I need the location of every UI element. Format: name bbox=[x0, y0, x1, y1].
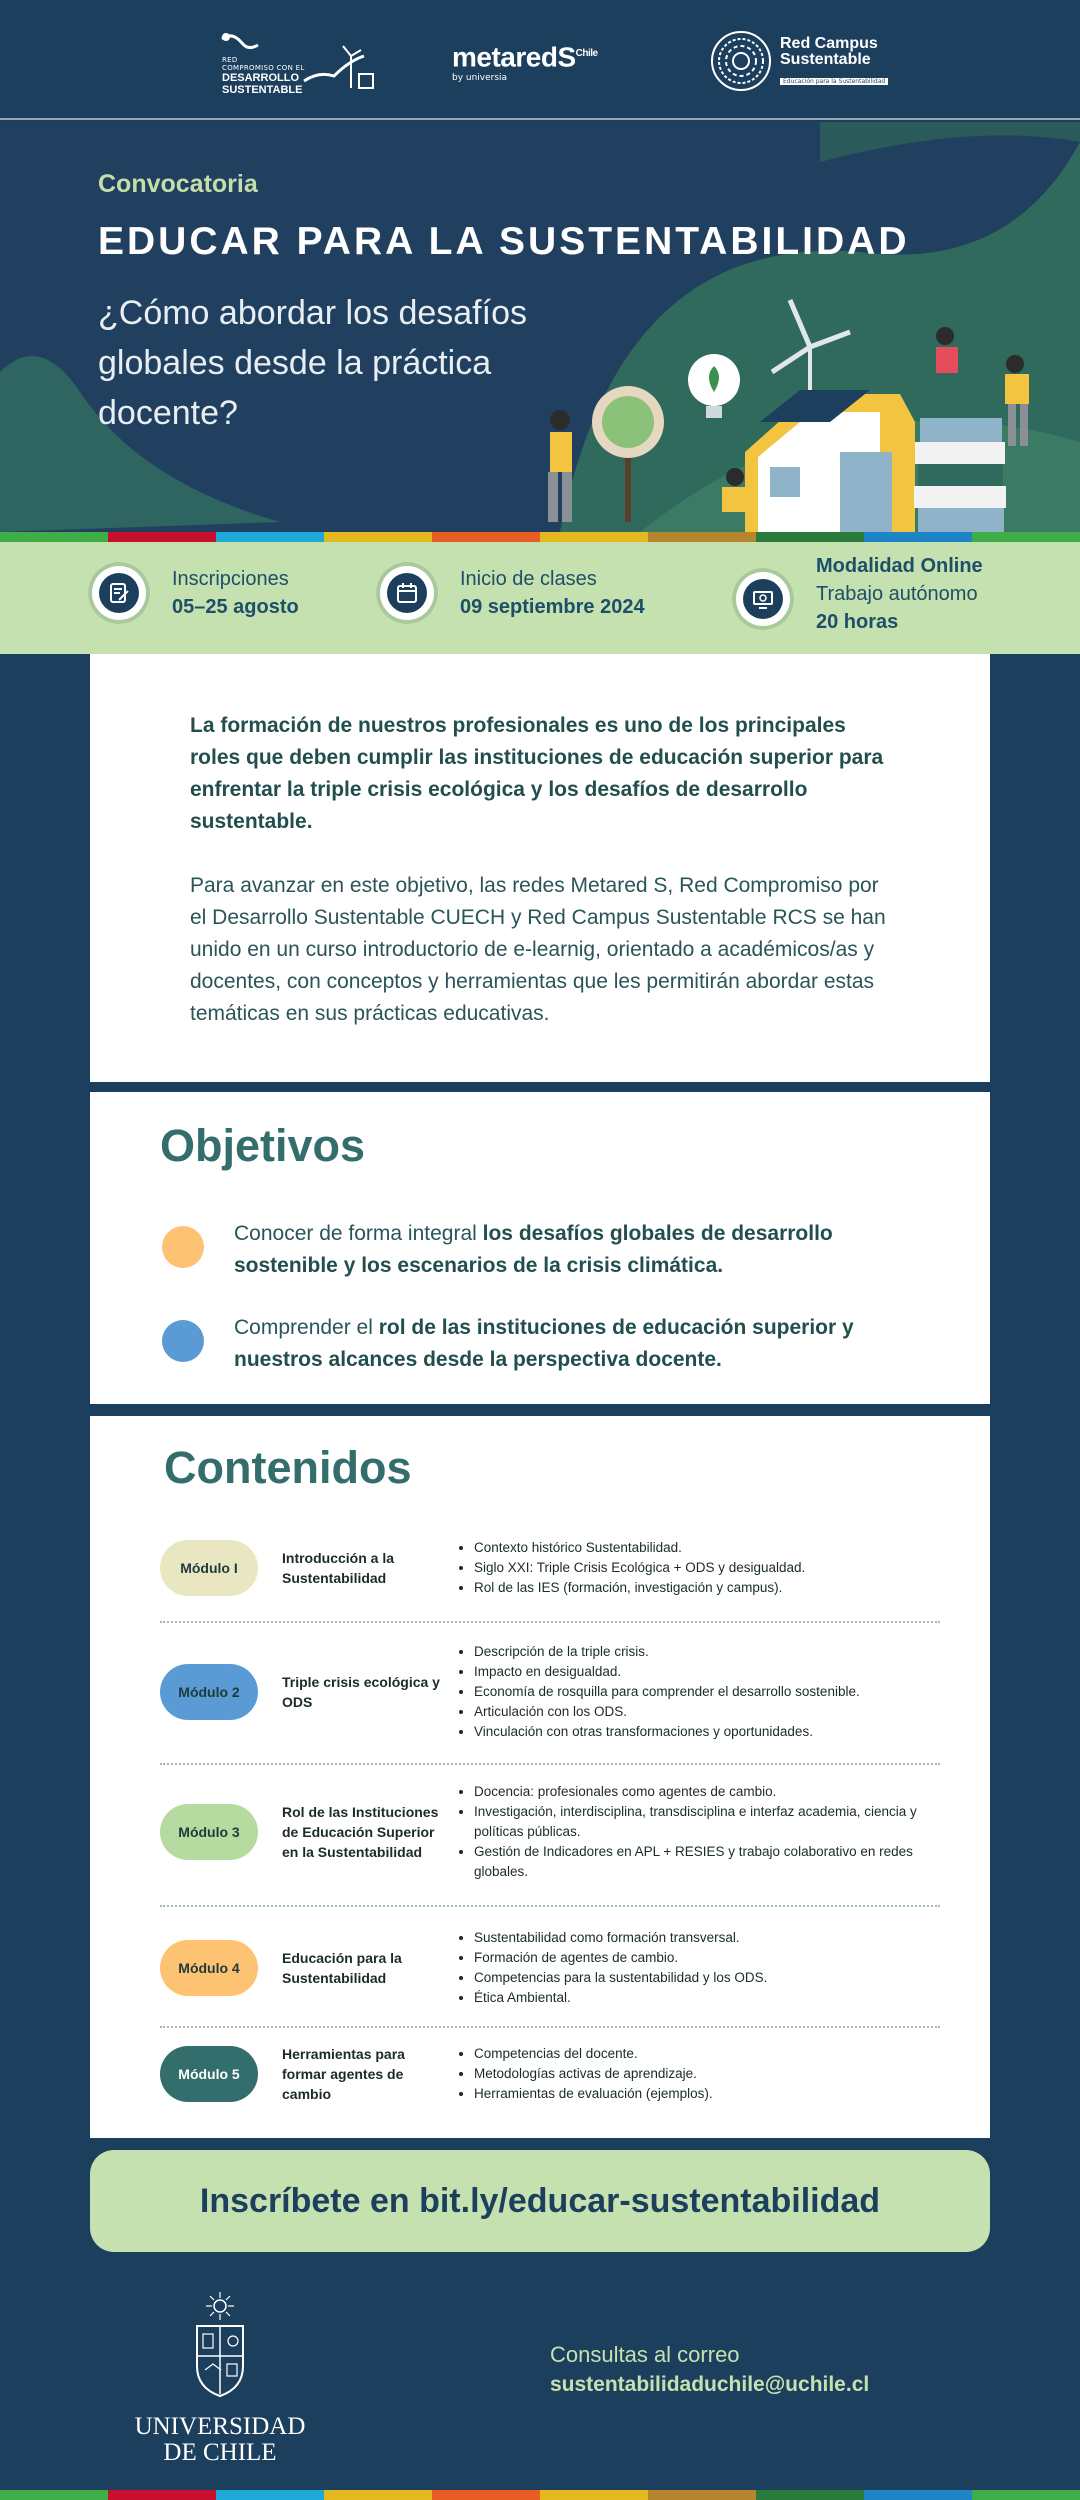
inscripciones-dates: 05–25 agosto bbox=[172, 596, 299, 618]
stripe-segment bbox=[756, 532, 864, 542]
wind-turbine-icon bbox=[299, 26, 379, 96]
metared-country: Chile bbox=[575, 48, 598, 59]
calendar-icon bbox=[376, 562, 438, 624]
module-topic-item: • Formación de agentes de cambio. bbox=[474, 1948, 940, 1968]
modalidad-title: Modalidad Online bbox=[816, 555, 983, 577]
stripe-segment bbox=[0, 532, 108, 542]
module-topic-item: • Competencias del docente. bbox=[474, 2044, 940, 2064]
sdg-color-stripe-bottom bbox=[0, 2490, 1080, 2500]
module-row bbox=[160, 1538, 940, 1598]
module-name: Introducción a la Sustentabilidad bbox=[282, 1550, 395, 1586]
contact-label: Consultas al correo bbox=[550, 2342, 740, 2367]
metared-name: metaredS bbox=[452, 41, 576, 73]
inscripciones-label: Inscripciones bbox=[172, 568, 289, 590]
objetivo-item bbox=[162, 1218, 874, 1282]
hero-title: EDUCAR PARA LA SUSTENTABILIDAD bbox=[98, 220, 910, 263]
rcs-mark-icon bbox=[710, 30, 772, 92]
hero-subtitle: ¿Cómo abordar los desafíos globales desde la práctica docente? bbox=[98, 294, 527, 432]
cuech-line2: COMPROMISO CON EL bbox=[222, 64, 305, 72]
objetivo-text-bold: rol de las instituciones de educación superior y nuestros alcances desde la perspectiva docente. bbox=[234, 1316, 854, 1371]
info-band bbox=[0, 542, 1080, 654]
module-topic-item: • Ética Ambiental. bbox=[474, 1988, 940, 2008]
module-topic-item: • Herramientas de evaluación (ejemplos). bbox=[474, 2084, 940, 2104]
rcs-line2: Sustentable bbox=[780, 50, 871, 68]
stripe-segment bbox=[648, 532, 756, 542]
stripe-segment bbox=[756, 2490, 864, 2500]
module-name: Rol de las Instituciones de Educación Superior en la Sustentabilidad bbox=[282, 1804, 439, 1860]
stripe-segment bbox=[108, 2490, 216, 2500]
module-topic-item: • Investigación, interdisciplina, transdisciplina e interfaz academia, ciencia y políticas públicas. bbox=[474, 1802, 940, 1842]
module-topic-item: • Rol de las IES (formación, investigación y campus). bbox=[474, 1578, 940, 1598]
module-topic-item: • Impacto en desigualdad. bbox=[474, 1662, 940, 1682]
objetivo-text: Conocer de forma integral bbox=[234, 1222, 483, 1245]
stripe-segment bbox=[432, 532, 540, 542]
metared-by: by universia bbox=[452, 73, 508, 84]
info-inicio bbox=[376, 562, 645, 624]
module-topics bbox=[458, 1928, 940, 2008]
modalidad-hours: 20 horas bbox=[816, 611, 899, 633]
module-topic-item: • Descripción de la triple crisis. bbox=[474, 1642, 940, 1662]
module-topic-item: • Economía de rosquilla para comprender el desarrollo sostenible. bbox=[474, 1682, 940, 1702]
contenidos-card bbox=[90, 1416, 990, 2138]
stripe-segment bbox=[108, 532, 216, 542]
stripe-segment bbox=[540, 532, 648, 542]
contact-block bbox=[550, 2340, 869, 2400]
hero-kicker: Convocatoria bbox=[98, 170, 258, 198]
module-row bbox=[160, 2044, 940, 2104]
stripe-segment bbox=[216, 532, 324, 542]
online-computer-icon bbox=[732, 568, 794, 630]
cuech-line4: SUSTENTABLE bbox=[222, 84, 303, 96]
module-topics bbox=[458, 1642, 940, 1742]
objetivo-item bbox=[162, 1312, 874, 1376]
module-topic-item: • Competencias para la sustentabilidad y los ODS. bbox=[474, 1968, 940, 1988]
stripe-segment bbox=[324, 2490, 432, 2500]
module-topic-item: • Sustentabilidad como formación transversal. bbox=[474, 1928, 940, 1948]
objetivos-title: Objetivos bbox=[160, 1120, 366, 1171]
module-divider bbox=[160, 2026, 940, 2028]
objetivos-card bbox=[90, 1092, 990, 1404]
objetivo-text-bold: los desafíos globales de desarrollo sostenible y los escenarios de la crisis climática. bbox=[234, 1222, 833, 1277]
module-pill: Módulo I bbox=[160, 1540, 258, 1596]
registration-form-icon bbox=[88, 562, 150, 624]
module-row bbox=[160, 1642, 940, 1742]
contact-email-link[interactable]: sustentabilidaduchile@uchile.cl bbox=[550, 2373, 870, 2396]
stripe-segment bbox=[864, 2490, 972, 2500]
header-logos bbox=[0, 0, 1080, 120]
inicio-label: Inicio de clases bbox=[460, 568, 597, 590]
info-modalidad bbox=[732, 552, 983, 636]
stripe-segment bbox=[972, 532, 1080, 542]
universidad-de-chile-logo bbox=[130, 2290, 310, 2466]
module-topics bbox=[458, 2044, 940, 2104]
module-name: Educación para la Sustentabilidad bbox=[282, 1950, 402, 1986]
university-crest-icon bbox=[175, 2290, 265, 2400]
contenidos-title: Contenidos bbox=[164, 1442, 412, 1493]
module-topic-item: • Metodologías activas de aprendizaje. bbox=[474, 2064, 940, 2084]
module-row bbox=[160, 1928, 940, 2008]
stripe-segment bbox=[972, 2490, 1080, 2500]
module-topics bbox=[458, 1538, 940, 1598]
module-pill: Módulo 5 bbox=[160, 2046, 258, 2102]
inicio-date: 09 septiembre 2024 bbox=[460, 596, 645, 618]
stripe-segment bbox=[540, 2490, 648, 2500]
stripe-segment bbox=[864, 532, 972, 542]
module-topic-item: • Vinculación con otras transformaciones y oportunidades. bbox=[474, 1722, 940, 1742]
module-pill: Módulo 3 bbox=[160, 1804, 258, 1860]
module-name: Triple crisis ecológica y ODS bbox=[282, 1674, 440, 1710]
stripe-segment bbox=[432, 2490, 540, 2500]
module-topic-item: • Articulación con los ODS. bbox=[474, 1702, 940, 1722]
module-name: Herramientas para formar agentes de cambio bbox=[282, 2046, 405, 2102]
module-topic-item: • Gestión de Indicadores en APL + RESIES y trabajo colaborativo en redes globales. bbox=[474, 1842, 940, 1882]
module-divider bbox=[160, 1763, 940, 1765]
stripe-segment bbox=[0, 2490, 108, 2500]
module-topic-item: • Siglo XXI: Triple Crisis Ecológica + ODS y desigualdad. bbox=[474, 1558, 940, 1578]
module-row bbox=[160, 1782, 940, 1882]
cuech-line1: RED bbox=[222, 56, 238, 64]
module-topics bbox=[458, 1782, 940, 1882]
intro-lead: La formación de nuestros profesionales es uno de los principales roles que deben cumplir las instituciones de educación superior para enfrentar la triple crisis ecológica y los desafíos de desarrollo sustentable. bbox=[190, 714, 884, 833]
module-pill: Módulo 2 bbox=[160, 1664, 258, 1720]
intro-body: Para avanzar en este objetivo, las redes Metared S, Red Compromiso por el Desarrollo Sustentable CUECH y Red Campus Sustentable RCS se han unido en un curso introductorio de e-learnig, orientado a académicos/as y docentes, con conceptos y herramientas que les permitirán abordar estas temáticas en sus prácticas educativas. bbox=[190, 874, 886, 1025]
stripe-segment bbox=[216, 2490, 324, 2500]
info-inscripciones bbox=[88, 562, 299, 624]
objetivo-bullet bbox=[162, 1226, 204, 1268]
module-pill: Módulo 4 bbox=[160, 1940, 258, 1996]
university-name-line1: UNIVERSIDAD bbox=[134, 2413, 306, 2440]
signup-link-banner[interactable]: Inscríbete en bit.ly/educar-sustentabilidad bbox=[90, 2150, 990, 2252]
rcs-logo bbox=[710, 26, 888, 96]
rcs-line1: Red Campus bbox=[780, 34, 878, 52]
hero-banner bbox=[0, 122, 1080, 532]
module-topic-item: • Docencia: profesionales como agentes de cambio. bbox=[474, 1782, 940, 1802]
metared-logo bbox=[452, 40, 598, 110]
module-divider bbox=[160, 1621, 940, 1623]
university-name-line2: DE CHILE bbox=[163, 2439, 277, 2466]
stripe-segment bbox=[648, 2490, 756, 2500]
module-topic-item: • Contexto histórico Sustentabilidad. bbox=[474, 1538, 940, 1558]
stripe-segment bbox=[324, 532, 432, 542]
cuech-logo bbox=[218, 26, 379, 96]
intro-card bbox=[90, 654, 990, 1082]
rcs-tagline: Educación para la Sustentabilidad bbox=[780, 78, 888, 85]
modalidad-line2: Trabajo autónomo bbox=[816, 583, 978, 605]
module-divider bbox=[160, 1905, 940, 1907]
cuech-line3: DESARROLLO bbox=[222, 72, 299, 84]
sdg-color-stripe-top bbox=[0, 532, 1080, 542]
objetivo-text: Comprender el bbox=[234, 1316, 379, 1339]
objetivo-bullet bbox=[162, 1320, 204, 1362]
